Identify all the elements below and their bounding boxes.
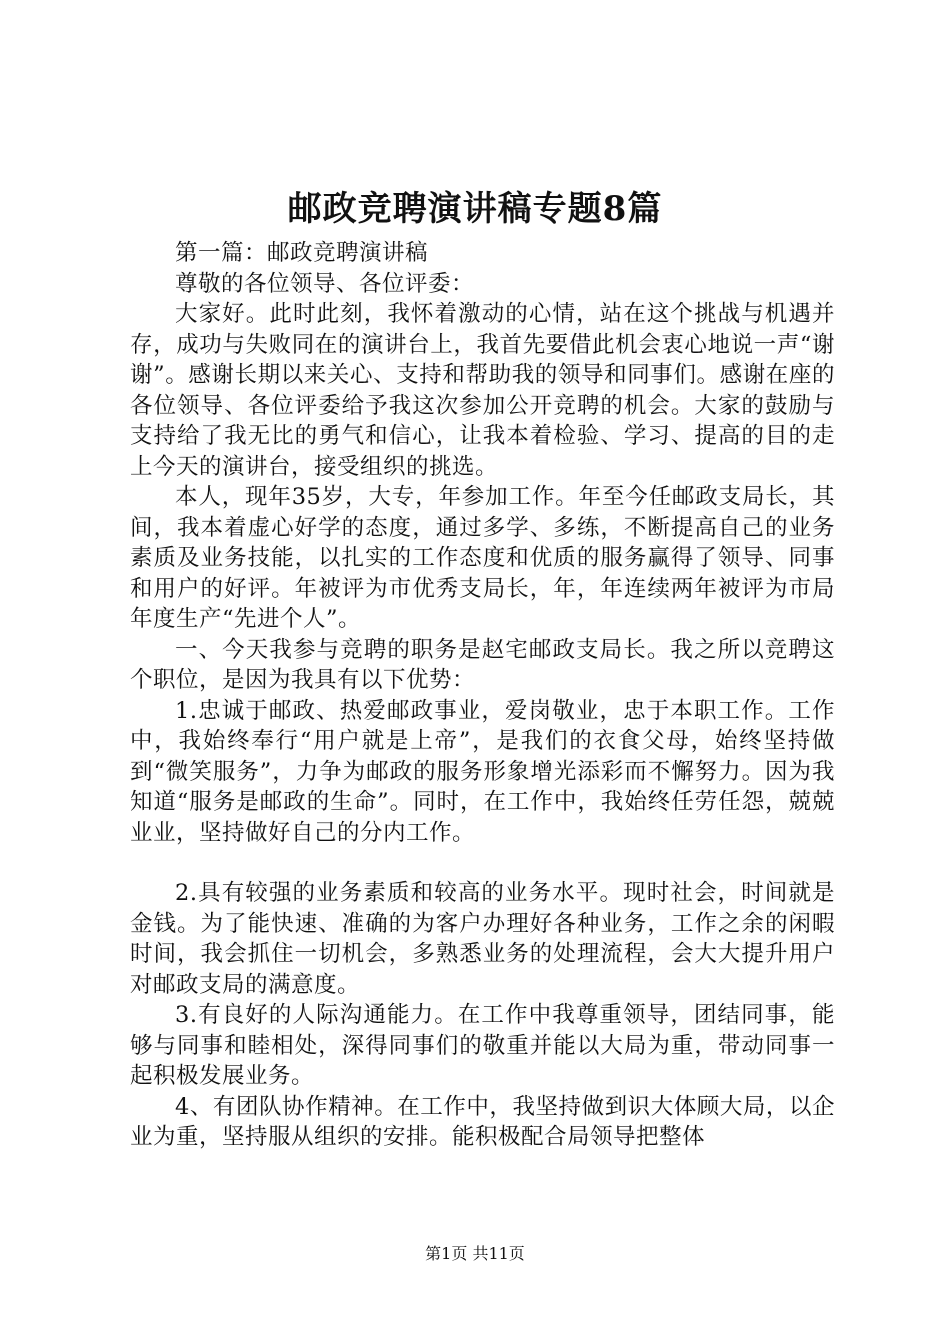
page-footer: 第1页 共11页 (425, 1244, 525, 1263)
paragraph-self-intro: 本人，现年35岁，大专，年参加工作。年至今任邮政支局长，其间，我本着虚心好学的态度，通过多学、多练，不断提高自己的业务素质及业务技能，以扎实的工作态度和优质的服务赢得了领导、同事和用户的好评。年被评为市优秀支局长，年，年连续两年被评为市局年度生产“先进个人”。 (130, 484, 835, 632)
paragraph-greeting: 大家好。此时此刻，我怀着激动的心情，站在这个挑战与机遇并存，成功与失败同在的演讲台上，我首先要借此机会衷心地说一声“谢谢”。感谢长期以来关心、支持和帮助我的领导和同事们。感谢在座的各位领导、各位评委给予我这次参加公开竞聘的机会。大家的鼓励与支持给了我无比的勇气和信心，让我本着检验、学习、提高的目的走上今天的演讲台，接受组织的挑选。 (130, 301, 835, 480)
document-title: 邮政竞聘演讲稿专题8篇 (287, 189, 663, 229)
paragraph-section-heading: 第一篇：邮政竞聘演讲稿 (175, 240, 429, 266)
document-body (130, 238, 835, 1153)
paragraph-point-3: 3.有良好的人际沟通能力。在工作中我尊重领导，团结同事，能够与同事和睦相处，深得同事们的敬重并能以大局为重，带动同事一起积极发展业务。 (130, 1002, 835, 1089)
paragraph-point-1: 1.忠诚于邮政、热爱邮政事业，爱岗敬业，忠于本职工作。工作中，我始终奉行“用户就是上帝”，是我们的衣食父母，始终坚持做到“微笑服务”，力争为邮政的服务形象增光添彩而不懈努力。因为我知道“服务是邮政的生命”。同时，在工作中，我始终任劳任怨，兢兢业业，坚持做好自己的分内工作。 (130, 697, 835, 846)
paragraph-position: 一、今天我参与竞聘的职务是赵宅邮政支局长。我之所以竞聘这个职位，是因为我具有以下优势： (130, 636, 835, 693)
paragraph-point-2: 2.具有较强的业务素质和较高的业务水平。现时社会，时间就是金钱。为了能快速、准确的为客户办理好各种业务，工作之余的闲暇时间，我会抓住一切机会，多熟悉业务的处理流程，会大大提升用户对邮政支局的满意度。 (130, 880, 835, 998)
paragraph-point-4: 4、有团队协作精神。在工作中，我坚持做到识大体顾大局，以企业为重，坚持服从组织的安排。能积极配合局领导把整体 (130, 1093, 835, 1150)
paragraph-salutation: 尊敬的各位领导、各位评委： (175, 270, 475, 297)
paragraph-gap (130, 848, 835, 878)
